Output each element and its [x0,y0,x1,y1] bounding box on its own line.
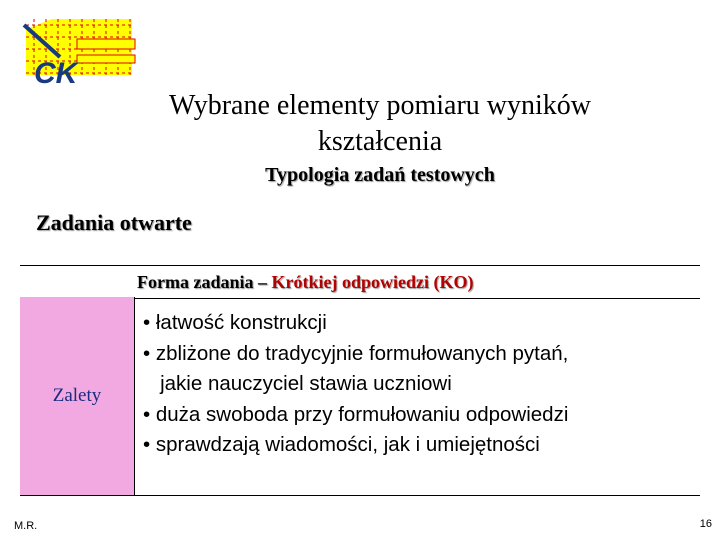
form-heading [137,272,473,293]
advantages-list [143,308,693,461]
slide-title-line-1: Wybrane elementy pomiaru wyników [168,90,592,121]
slide-title-line-2: kształcenia [317,126,443,157]
slide-title [80,88,680,160]
section-heading: Zadania otwarte [36,210,192,235]
svg-text:CK: CK [34,57,78,87]
form-type: Krótkiej odpowiedzi (KO) [271,272,474,292]
list-item: jakie nauczyciel stawia uczniowi [143,372,452,395]
row-label: Zalety [52,385,102,406]
list-item: • łatwość konstrukcji [143,311,327,334]
ck-logo [22,15,142,87]
author-initials: M.R. [14,520,38,532]
page-number: 16 [699,518,712,530]
form-prefix: Forma zadania – [137,272,272,292]
list-item: • zbliżone do tradycyjnie formułowanych pytań, [143,341,569,365]
list-item: • duża swoboda przy formułowaniu odpowiedzi [143,402,569,426]
row-label-cell [20,297,135,495]
list-item: • sprawdzają wiadomości, jak i umiejętności [143,433,540,456]
slide-subtitle: Typologia zadań testowych [265,164,495,186]
